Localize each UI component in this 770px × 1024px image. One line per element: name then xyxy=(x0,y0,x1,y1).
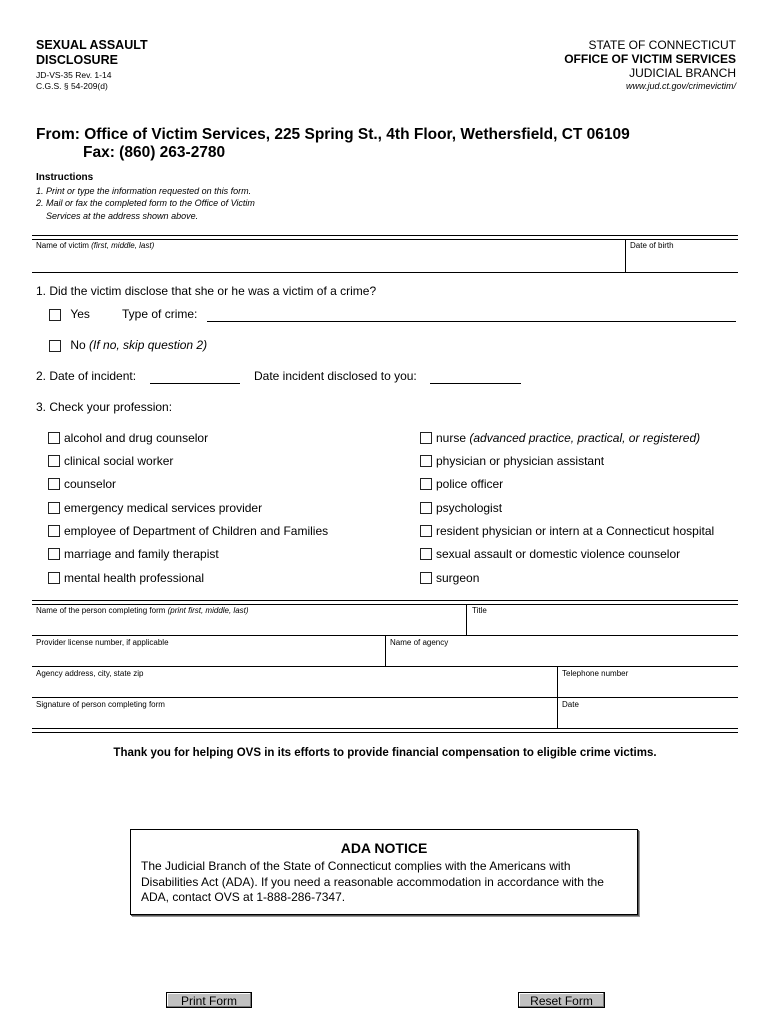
profession-label: sexual assault or domestic violence counselor xyxy=(436,547,681,561)
state-name: STATE OF CONNECTICUT xyxy=(588,38,736,52)
from-address xyxy=(36,126,630,162)
profession-option xyxy=(48,571,204,585)
divider xyxy=(32,728,738,733)
profession-label: mental health professional xyxy=(64,571,205,585)
profession-checkbox[interactable] xyxy=(48,572,60,584)
profession-checkbox[interactable] xyxy=(420,502,432,514)
dob-label: Date of birth xyxy=(630,241,674,250)
completer-name-label: Name of the person completing form (print first, middle, last) xyxy=(36,606,249,615)
agency-label: Name of agency xyxy=(390,638,449,647)
profession-option xyxy=(420,501,502,515)
form-number: JD-VS-35 Rev. 1-14 xyxy=(36,70,112,80)
thank-you-message: Thank you for helping OVS in its efforts to provide financial compensation to eligible crime victims. xyxy=(113,747,657,759)
no-hint: (If no, skip question 2) xyxy=(89,338,208,352)
divider xyxy=(557,697,558,728)
divider xyxy=(557,666,558,697)
profession-label: surgeon xyxy=(436,571,480,585)
from-line: From: Office of Victim Services, 225 Spring St., 4th Floor, Wethersfield, CT 06109 xyxy=(36,126,630,143)
license-label: Provider license number, if applicable xyxy=(36,638,169,647)
profession-label: marriage and family therapist xyxy=(64,547,219,561)
divider xyxy=(32,697,738,698)
profession-label: nurse xyxy=(436,431,467,445)
instruction-step-2-cont: Services at the address shown above. xyxy=(46,210,199,221)
crime-type-input[interactable] xyxy=(207,321,736,322)
profession-checkbox[interactable] xyxy=(48,455,60,467)
incident-date-input[interactable] xyxy=(150,383,240,384)
profession-checkbox[interactable] xyxy=(420,432,432,444)
title-input[interactable] xyxy=(469,617,740,637)
profession-option xyxy=(48,431,208,445)
office-name: OFFICE OF VICTIM SERVICES xyxy=(564,52,736,66)
agency-block xyxy=(564,38,736,92)
date-input[interactable] xyxy=(560,710,740,730)
profession-checkbox[interactable] xyxy=(420,478,432,490)
profession-option xyxy=(48,454,173,468)
phone-input[interactable] xyxy=(560,679,740,699)
profession-checkbox[interactable] xyxy=(48,525,60,537)
profession-option xyxy=(420,477,503,491)
nurse-hint: (advanced practice, practical, or registered) xyxy=(469,431,701,445)
no-label: No xyxy=(70,338,86,352)
profession-label: counselor xyxy=(64,477,117,491)
profession-option xyxy=(48,477,116,491)
address-input[interactable] xyxy=(34,679,558,699)
profession-label: emergency medical services provider xyxy=(64,501,263,515)
profession-label: psychologist xyxy=(436,501,503,515)
ada-notice xyxy=(130,829,638,915)
date-label: Date xyxy=(562,700,579,709)
profession-option xyxy=(420,431,700,445)
profession-label: police officer xyxy=(436,477,504,491)
license-input[interactable] xyxy=(34,648,386,668)
no-checkbox[interactable] xyxy=(49,340,61,352)
divider xyxy=(32,600,738,605)
fax-line: Fax: (860) 263-2780 xyxy=(83,144,226,161)
completer-name-input[interactable] xyxy=(34,617,466,637)
question-1: 1. Did the victim disclose that she or he was a victim of a crime? xyxy=(36,284,377,298)
no-option xyxy=(49,338,207,352)
statute-reference: C.G.S. § 54-209(d) xyxy=(36,81,108,91)
crime-type-label: Type of crime: xyxy=(122,307,198,321)
profession-label: employee of Department of Children and Families xyxy=(64,524,329,538)
profession-option xyxy=(420,524,714,538)
signature-input[interactable] xyxy=(34,710,558,730)
profession-label: physician or physician assistant xyxy=(436,454,605,468)
profession-checkbox[interactable] xyxy=(48,548,60,560)
yes-option xyxy=(49,307,90,321)
title-label: Title xyxy=(472,606,487,615)
instruction-step-2: 2. Mail or fax the completed form to the Office of Victim xyxy=(36,198,255,208)
agency-url: www.jud.ct.gov/crimevictim/ xyxy=(625,81,736,91)
ada-title: ADA NOTICE xyxy=(340,840,428,856)
branch-name: JUDICIAL BRANCH xyxy=(629,66,736,80)
divider xyxy=(385,635,386,666)
ada-text: The Judicial Branch of the State of Connecticut complies with the Americans with Disabilities Act (ADA). If you need a reasonable accommodation in accordance with the ADA, contact OVS at 1-888-286-7347. xyxy=(141,859,604,904)
divider xyxy=(466,605,467,635)
form-title-block xyxy=(36,38,148,92)
address-label: Agency address, city, state zip xyxy=(36,669,144,678)
disclosed-date-label: Date incident disclosed to you: xyxy=(254,369,417,383)
profession-checkbox[interactable] xyxy=(48,432,60,444)
divider xyxy=(32,666,738,667)
profession-checkbox[interactable] xyxy=(48,502,60,514)
profession-checkbox[interactable] xyxy=(420,455,432,467)
yes-checkbox[interactable] xyxy=(49,309,61,321)
profession-option xyxy=(420,454,604,468)
disclosed-date-input[interactable] xyxy=(430,383,521,384)
profession-option xyxy=(48,524,328,538)
profession-checkbox[interactable] xyxy=(420,548,432,560)
profession-checkbox[interactable] xyxy=(48,478,60,490)
form-title-line2: DISCLOSURE xyxy=(36,53,118,67)
profession-label: resident physician or intern at a Connecticut hospital xyxy=(436,524,715,538)
victim-name-input[interactable] xyxy=(34,252,626,272)
profession-option xyxy=(420,547,680,561)
yes-label: Yes xyxy=(70,307,90,321)
form-title-line1: SEXUAL ASSAULT xyxy=(36,38,148,52)
incident-date-label: 2. Date of incident: xyxy=(36,369,137,383)
instructions-title: Instructions xyxy=(36,172,94,183)
instructions xyxy=(36,172,255,222)
victim-name-label: Name of victim (first, middle, last) xyxy=(36,241,155,250)
divider xyxy=(625,240,626,272)
print-form-button[interactable]: Print Form xyxy=(166,992,252,1008)
profession-label: alcohol and drug counselor xyxy=(64,431,209,445)
agency-input[interactable] xyxy=(388,648,740,668)
dob-input[interactable] xyxy=(628,252,740,272)
profession-label: clinical social worker xyxy=(64,454,174,468)
profession-checkbox[interactable] xyxy=(420,572,432,584)
question-3: 3. Check your profession: xyxy=(36,400,173,414)
profession-option xyxy=(420,571,479,585)
instruction-step-1: 1. Print or type the information requested on this form. xyxy=(36,185,252,196)
signature-label: Signature of person completing form xyxy=(36,700,165,709)
profession-checkbox[interactable] xyxy=(420,525,432,537)
divider xyxy=(32,272,738,273)
profession-option xyxy=(48,501,262,515)
divider xyxy=(32,235,738,240)
phone-label: Telephone number xyxy=(562,669,629,678)
profession-option xyxy=(48,547,219,561)
reset-form-button[interactable]: Reset Form xyxy=(518,992,605,1008)
